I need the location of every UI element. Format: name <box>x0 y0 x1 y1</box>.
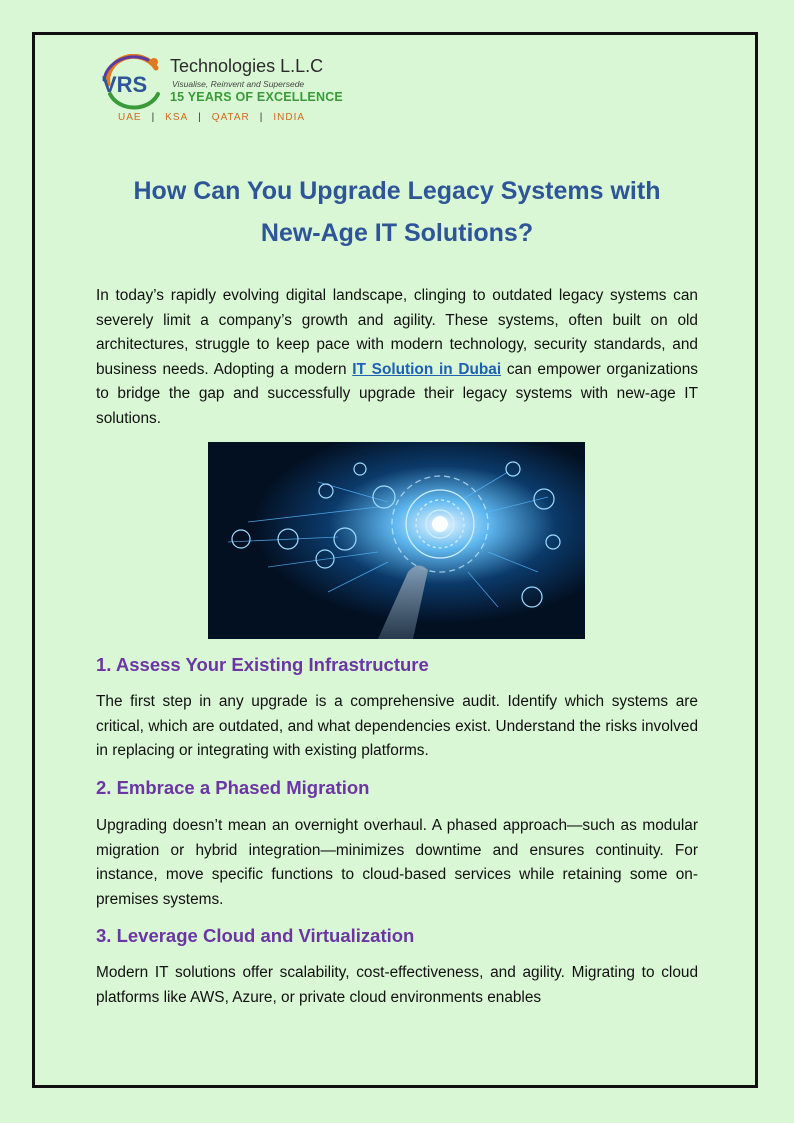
region-separator: | <box>198 112 202 123</box>
intro-text-before: In today’s rapidly evolving digital landscape, clinging to outdated legacy systems can severely limit a company’s growth and agility. These systems, often built on old architectures, struggle to keep pace with modern technology, security standards, and business needs. Adopting a modern <box>96 287 698 378</box>
section-heading-1: 1. Assess Your Existing Infrastructure <box>96 654 429 675</box>
section-body-1: The first step in any upgrade is a comprehensive audit. Identify which systems are critical, which are outdated, and what dependencies exist. Understand the risks involved in replacing or integrating with existing platforms. <box>96 693 698 759</box>
region-ksa: KSA <box>165 112 189 123</box>
page-title <box>60 170 734 254</box>
region-india: INDIA <box>273 112 306 123</box>
company-tagline: Visualise, Reinvent and Supersede <box>172 79 305 89</box>
title-line-1: How Can You Upgrade Legacy Systems with <box>133 177 661 205</box>
intro-text-after: can empower organizations to bridge the gap and successfully upgrade their legacy systems with new-age IT solutions. <box>96 360 698 427</box>
vrs-logo-icon <box>98 54 168 112</box>
section-body-2: Upgrading doesn’t mean an overnight overhaul. A phased approach—such as modular migration or hybrid integration—minimizes downtime and ensures continuity. For instance, move specific functions to cloud-based services while retaining some on-premises systems. <box>96 817 698 908</box>
region-separator: | <box>151 112 156 123</box>
company-name: Technologies L.L.C <box>170 56 324 76</box>
network-illustration-icon <box>208 442 585 639</box>
section-heading-2: 2. Embrace a Phased Migration <box>96 777 370 798</box>
company-logo <box>98 54 348 129</box>
region-qatar: QATAR <box>211 112 250 123</box>
region-uae: UAE <box>118 112 142 123</box>
hero-image <box>208 442 585 639</box>
section-body-3: Modern IT solutions offer scalability, cost-effectiveness, and agility. Migrating to cloud platforms like AWS, Azure, or private cloud environments enables <box>96 964 698 1006</box>
region-separator: | <box>259 112 264 123</box>
years-badge: 15 YEARS OF EXCELLENCE <box>170 90 343 104</box>
section-heading-3: 3. Leverage Cloud and Virtualization <box>96 925 415 946</box>
logo-badge-text: VRS <box>102 72 148 97</box>
region-list <box>108 112 315 123</box>
intro-paragraph <box>96 284 698 431</box>
it-solution-link[interactable]: IT Solution in Dubai <box>352 360 502 378</box>
title-line-2: New-Age IT Solutions? <box>260 219 534 247</box>
